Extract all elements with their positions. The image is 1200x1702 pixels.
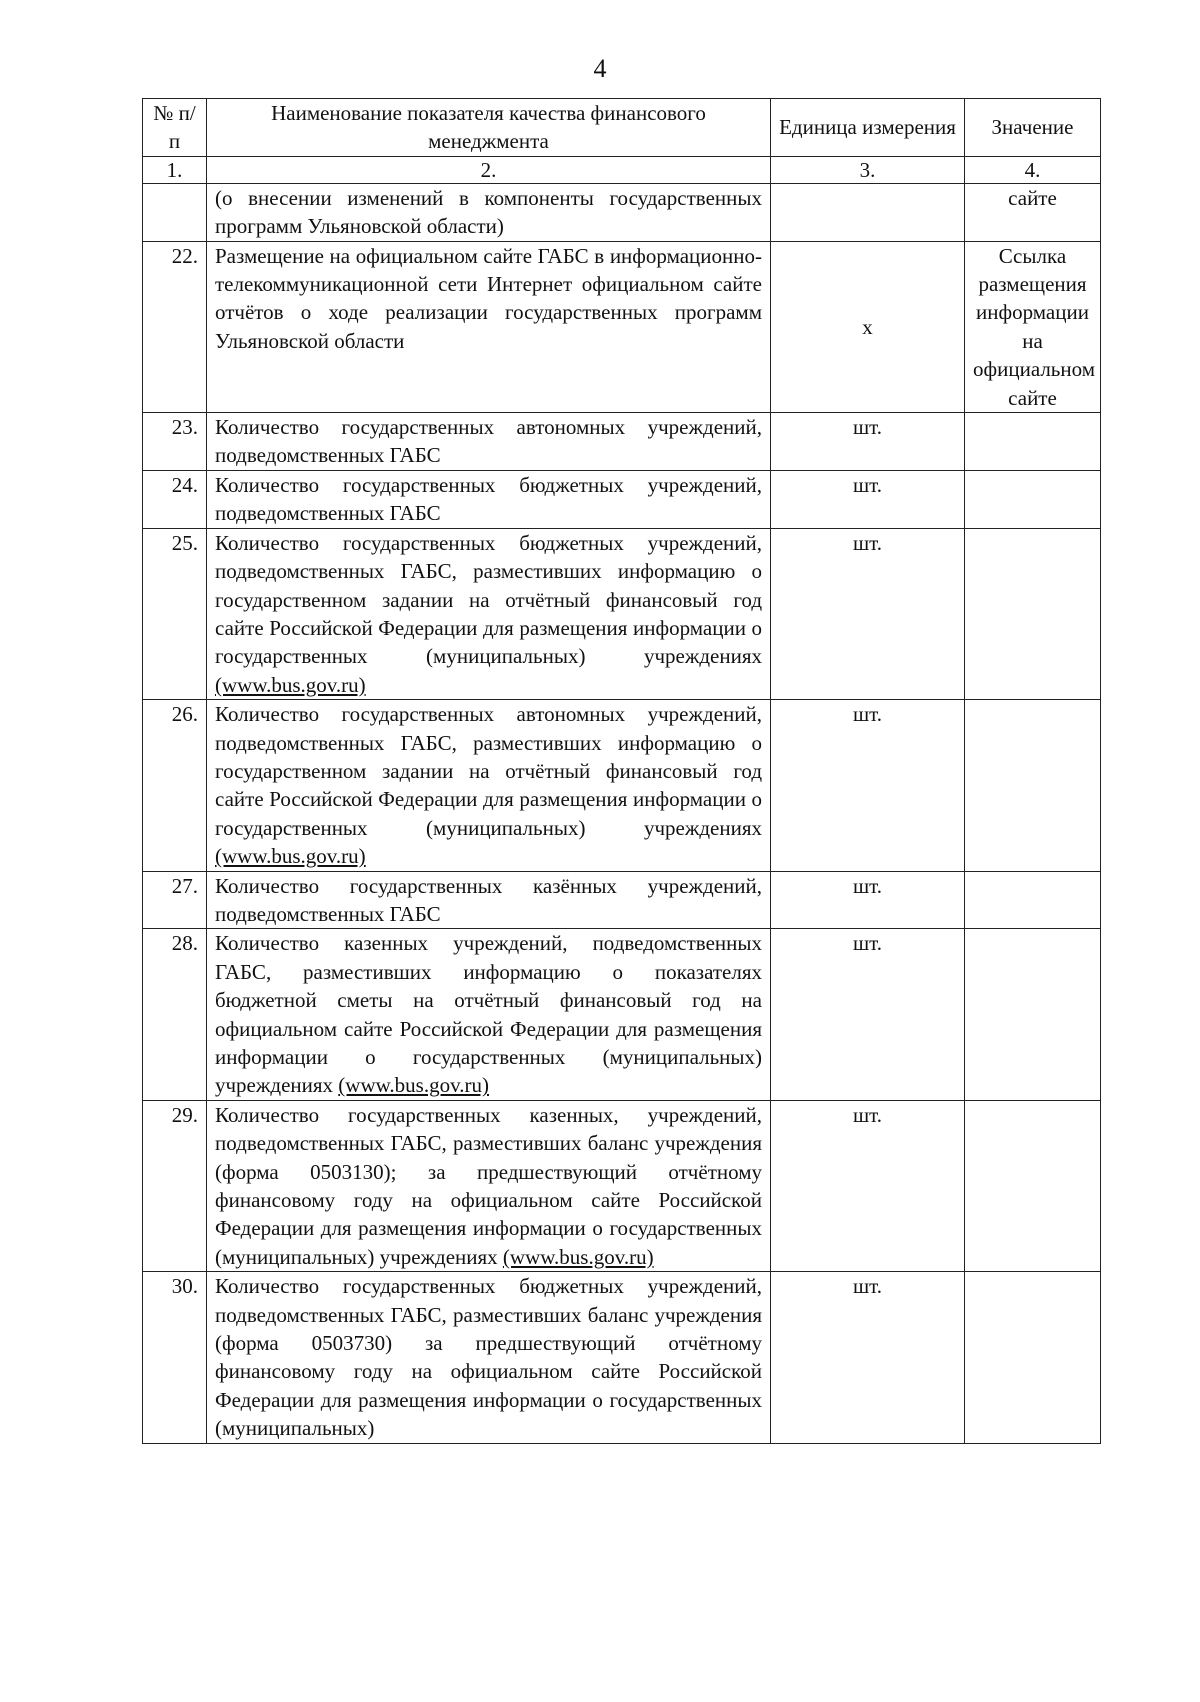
table-row: [143, 1272, 1101, 1443]
header-unit: Единица измерения: [771, 99, 965, 157]
value-cell: Ссылка размещения информации на официальном сайте: [965, 241, 1101, 412]
bus-gov-link[interactable]: (www.bus.gov.ru): [215, 672, 366, 697]
indicator-text: Количество государственных казенных, учреждений, подведомственных ГАБС, разместивших баланс учреждения (форма 0503130); за предшествующий отчётному финансовому году на официальном сайте Российской Федерации для размещения информации о государственных (муниципальных) учреждениях: [215, 1102, 762, 1269]
header-num: № п/п: [143, 99, 207, 157]
table-row: [143, 470, 1101, 528]
bus-gov-link[interactable]: (www.bus.gov.ru): [502, 1244, 654, 1269]
column-number: 1.: [143, 156, 207, 183]
table-row: [143, 528, 1101, 699]
table-row: [143, 871, 1101, 929]
row-number: 27.: [143, 871, 207, 929]
value-cell: [965, 1272, 1101, 1443]
value-cell: [965, 700, 1101, 871]
bus-gov-link[interactable]: (www.bus.gov.ru): [338, 1073, 489, 1098]
value-cell: [965, 413, 1101, 471]
table-row: [143, 929, 1101, 1100]
header-value: Значение: [965, 99, 1101, 157]
page-number: 4: [593, 54, 607, 83]
unit-cell: [771, 183, 965, 241]
unit-cell: шт.: [771, 929, 965, 1100]
indicator-name: [207, 528, 771, 699]
indicator-text: Количество государственных автономных учреждений, подведомственных ГАБС, разместивших информацию о государственном задании на отчётный финансовый год сайте Российской Федерации для размещения информации о государственных (муниципальных) учреждениях: [215, 702, 762, 840]
table-row: [143, 183, 1101, 241]
table-row: [143, 1100, 1101, 1271]
column-numbers-row: [143, 156, 1101, 183]
indicator-name: Размещение на официальном сайте ГАБС в информационно-телекоммуникационной сети Интернет официальном сайте отчётов о ходе реализации государственных программ Ульяновской области: [207, 241, 771, 412]
row-number: 30.: [143, 1272, 207, 1443]
table-row: [143, 413, 1101, 471]
table-row: [143, 700, 1101, 871]
table-row: [143, 241, 1101, 412]
column-number: 2.: [207, 156, 771, 183]
indicator-name: Количество государственных бюджетных учреждений, подведомственных ГАБС: [207, 470, 771, 528]
indicator-name: (о внесении изменений в компоненты государственных программ Ульяновской области): [207, 183, 771, 241]
indicators-table: [142, 98, 1101, 1444]
unit-cell: х: [771, 241, 965, 412]
column-number: 4.: [965, 156, 1101, 183]
indicator-name: Количество государственных казённых учреждений, подведомственных ГАБС: [207, 871, 771, 929]
row-number: [143, 183, 207, 241]
bus-gov-link[interactable]: (www.bus.gov.ru): [215, 844, 366, 869]
unit-cell: шт.: [771, 1100, 965, 1271]
row-number: 25.: [143, 528, 207, 699]
indicator-name: Количество государственных бюджетных учреждений, подведомственных ГАБС, разместивших баланс учреждения (форма 0503730) за предшествующий отчётному финансовому году на официальном сайте Российской Федерации для размещения информации о государственных (муниципальных): [207, 1272, 771, 1443]
table-header-row: [143, 99, 1101, 157]
row-number: 28.: [143, 929, 207, 1100]
row-number: 23.: [143, 413, 207, 471]
indicator-name: Количество государственных автономных учреждений, подведомственных ГАБС: [207, 413, 771, 471]
row-number: 22.: [143, 241, 207, 412]
value-cell: [965, 1100, 1101, 1271]
unit-cell: шт.: [771, 871, 965, 929]
indicator-text: Количество казенных учреждений, подведомственных ГАБС, разместивших информацию о показателях бюджетной сметы на отчётный финансовый год на официальном сайте Российской Федерации для размещения информации о государственных (муниципальных) учреждениях: [215, 931, 762, 1098]
unit-cell: шт.: [771, 413, 965, 471]
value-cell: [965, 528, 1101, 699]
row-number: 26.: [143, 700, 207, 871]
indicator-name: [207, 929, 771, 1100]
header-name: Наименование показателя качества финансового менеджмента: [207, 99, 771, 157]
unit-cell: шт.: [771, 1272, 965, 1443]
indicator-name: [207, 1100, 771, 1271]
row-number: 29.: [143, 1100, 207, 1271]
value-cell: [965, 871, 1101, 929]
unit-cell: шт.: [771, 700, 965, 871]
column-number: 3.: [771, 156, 965, 183]
unit-cell: шт.: [771, 528, 965, 699]
unit-cell: шт.: [771, 470, 965, 528]
value-cell: сайте: [965, 183, 1101, 241]
indicator-name: [207, 700, 771, 871]
value-cell: [965, 470, 1101, 528]
value-cell: [965, 929, 1101, 1100]
row-number: 24.: [143, 470, 207, 528]
indicator-text: Количество государственных бюджетных учреждений, подведомственных ГАБС, разместивших информацию о государственном задании на отчётный финансовый год сайте Российской Федерации для размещения информации о государственных (муниципальных) учреждениях: [215, 530, 762, 669]
